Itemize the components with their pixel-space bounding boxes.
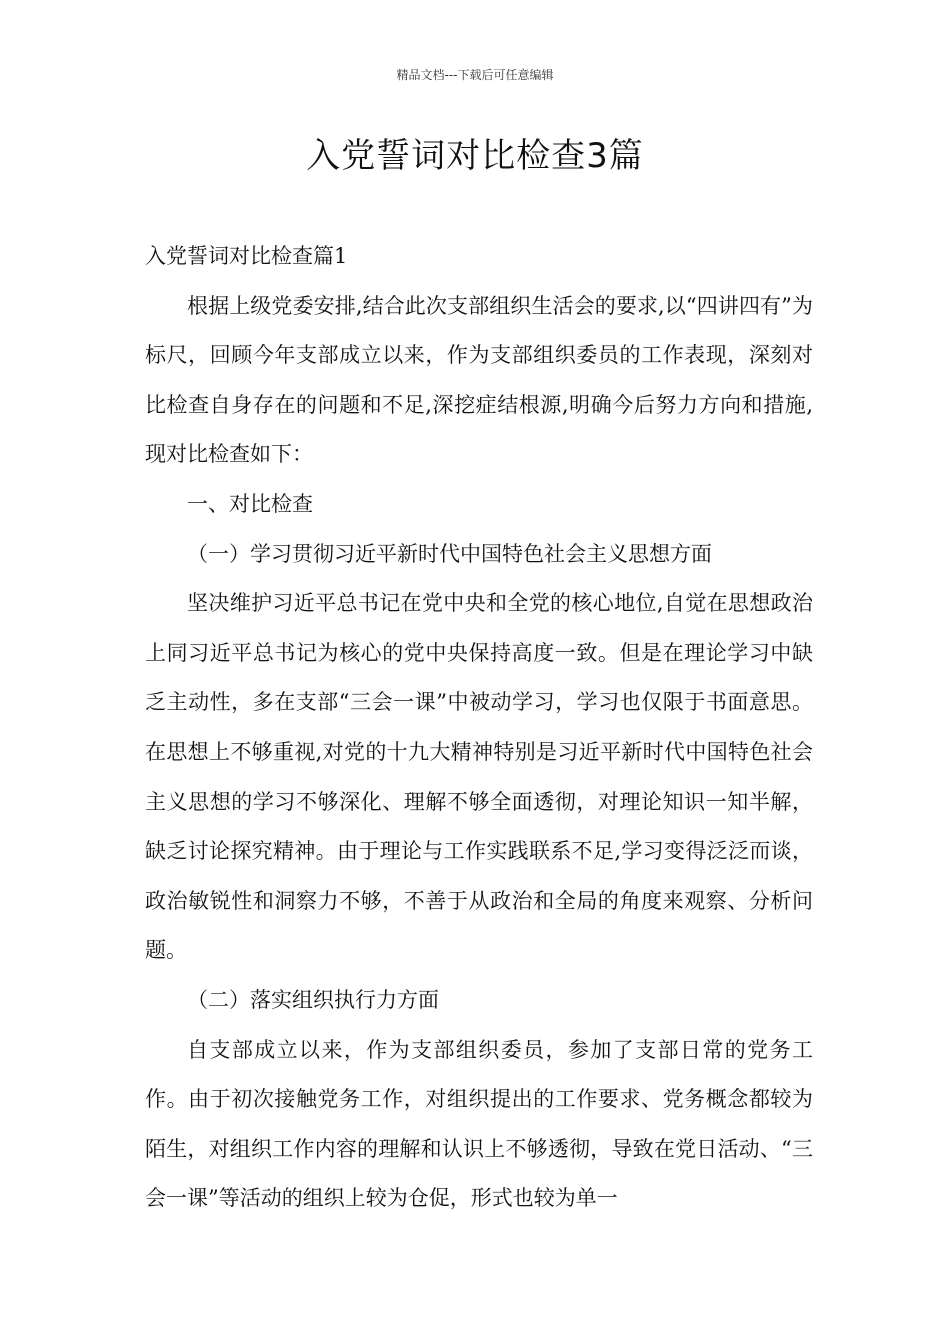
body-paragraph: 根据上级党委安排,结合此次支部组织生活会的要求,以“四讲四有”为标尺，回顾今年支部成立以来，作为支部组织委员的工作表现，深刻对比检查自身存在的问题和不足,深挖症结根源,明确今后努力方向和措施,现对比检查如下： <box>145 293 813 467</box>
document-title: 入党誓词对比检查3篇 <box>306 136 644 176</box>
section-heading: 一、对比检查 <box>187 491 313 516</box>
body-paragraph: 自支部成立以来，作为支部组织委员，参加了支部日常的党务工作。由于初次接触党务工作，对组织提出的工作要求、党务概念都较为陌生，对组织工作内容的理解和认识上不够透彻，导致在党日活动、“三会一课”等活动的组织上较为仓促，形式也较为单一 <box>145 1037 813 1211</box>
header-note: 精品文档---下载后可任意编辑 <box>396 68 554 82</box>
body-paragraph: 坚决维护习近平总书记在党中央和全党的核心地位,自觉在思想政治上同习近平总书记为核心的党中央保持高度一致。但是在理论学习中缺乏主动性，多在支部“三会一课”中被动学习，学习也仅限于书面意思。在思想上不够重视,对党的十九大精神特别是习近平新时代中国特色社会主义思想的学习不够深化、理解不够全面透彻，对理论知识一知半解，缺乏讨论探究精神。由于理论与工作实践联系不足,学习变得泛泛而谈，政治敏锐性和洞察力不够，不善于从政治和全局的角度来观察、分析问题。 <box>145 591 813 963</box>
section-heading-part1: 入党誓词对比检查篇1 <box>145 244 348 268</box>
document-body <box>145 232 813 1224</box>
subsection-heading: （一）学习贯彻习近平新时代中国特色社会主义思想方面 <box>187 541 712 566</box>
subsection-heading: （二）落实组织执行力方面 <box>187 987 439 1012</box>
